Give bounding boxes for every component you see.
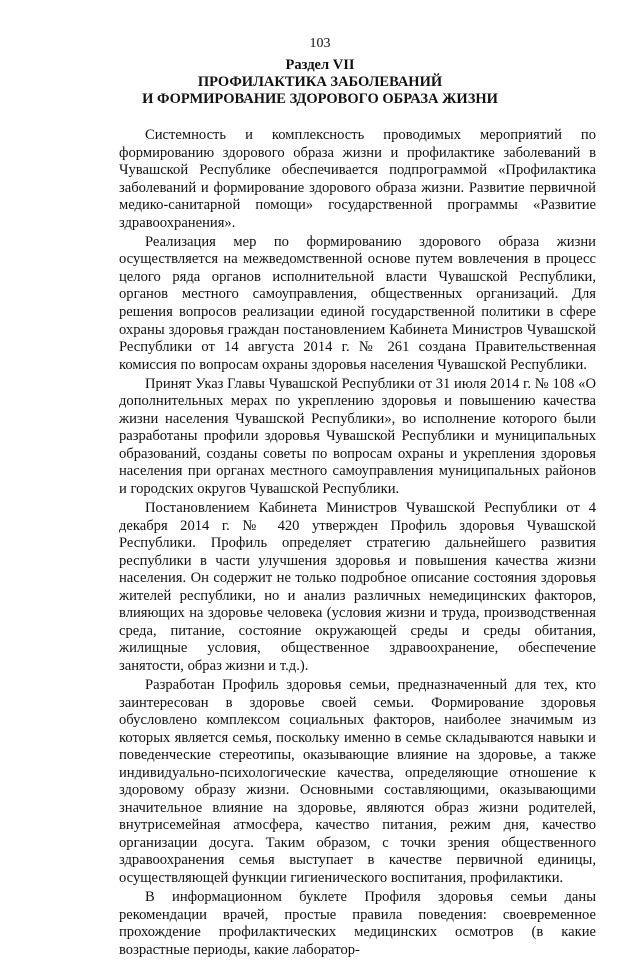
- paragraph-3: Принят Указ Главы Чувашской Республики от 31 июля 2014 г. № 108 «О дополнительных мерах по укреплению здоровья и повышению качества жизни населения Чувашской Республики», во исполнение которого были разработаны профили здоровья Чувашской Республики и муниципальных образований, созданы советы по вопросам охраны и укрепления здоровья населения при органах местного самоуправления муниципальных районов и городских округов Чувашской Республики.: [119, 375, 596, 497]
- page-number: 103: [309, 36, 331, 51]
- body-text: [119, 127, 596, 961]
- section-title-line-2: И ФОРМИРОВАНИЕ ЗДОРОВОГО ОБРАЗА ЖИЗНИ: [142, 91, 498, 107]
- paragraph-1: Системность и комплексность проводимых мероприятий по формированию здорового образа жизни и профилактике заболеваний в Чувашской Республике обеспечивается подпрограммой «Профилактика заболеваний и формирование здорового образа жизни. Развитие первичной медико-санитарной помощи» государственной программы «Развитие здравоохранения».: [119, 127, 596, 231]
- section-title-line-1: ПРОФИЛАКТИКА ЗАБОЛЕВАНИЙ: [197, 74, 443, 90]
- paragraph-5: Разработан Профиль здоровья семьи, предназначенный для тех, кто заинтересован в здоровье своей семьи. Формирование здоровья обусловлено комплексом социальных факторов, наиболее значимым из которых является семья, поскольку именно в семье складываются навыки и поведенческие стереотипы, оказывающие влияние на здоровье, а также индивидуально-психологические качества, определяющие отношение к здоровому образу жизни. Основными составляющими, оказывающими значительное влияние на здоровье, являются образ жизни родителей, внутрисемейная атмосфера, качество питания, режим дня, качество организации досуга. Таким образом, с точки зрения общественного здравоохранения семья выступает в качестве первичной единицы, осуществляющей функции гигиенического воспитания, профилактики.: [119, 676, 596, 886]
- paragraph-4: Постановлением Кабинета Министров Чувашской Республики от 4 декабря 2014 г. № 420 утвержден Профиль здоровья Чувашской Республики. Профиль определяет стратегию дальнейшего развития республики в части улучшения здоровья и повышения качества жизни населения. Он содержит не только подробное описание состояния здоровья жителей республики, но и анализ различных немедицинских факторов, влияющих на здоровье человека (условия жизни и труда, производственная среда, питание, состояние окружающей среды и среды обитания, жилищные условия, общественное здравоохранение, обеспечение занятости, образ жизни и т.д.).: [119, 499, 596, 674]
- section-label: Раздел VII: [285, 57, 355, 73]
- paragraph-2: Реализация мер по формированию здорового образа жизни осуществляется на межведомственной основе путем вовлечения в процесс целого ряда органов исполнительной власти Чувашской Республики, органов местного самоуправления, общественных организаций. Для решения вопросов реализации единой государственной политики в сфере охраны здоровья граждан постановлением Кабинета Министров Чувашской Республики от 14 августа 2014 г. № 261 создана Правительственная комиссия по вопросам охраны здоровья населения Чувашской Республики.: [119, 233, 596, 373]
- paragraph-6: В информационном буклете Профиля здоровья семьи даны рекомендации врачей, простые правила поведения: своевременное прохождение профилактических медицинских осмотров (в какие возрастные периоды, какие лаборатор-: [119, 889, 596, 958]
- section-heading: [100, 57, 540, 108]
